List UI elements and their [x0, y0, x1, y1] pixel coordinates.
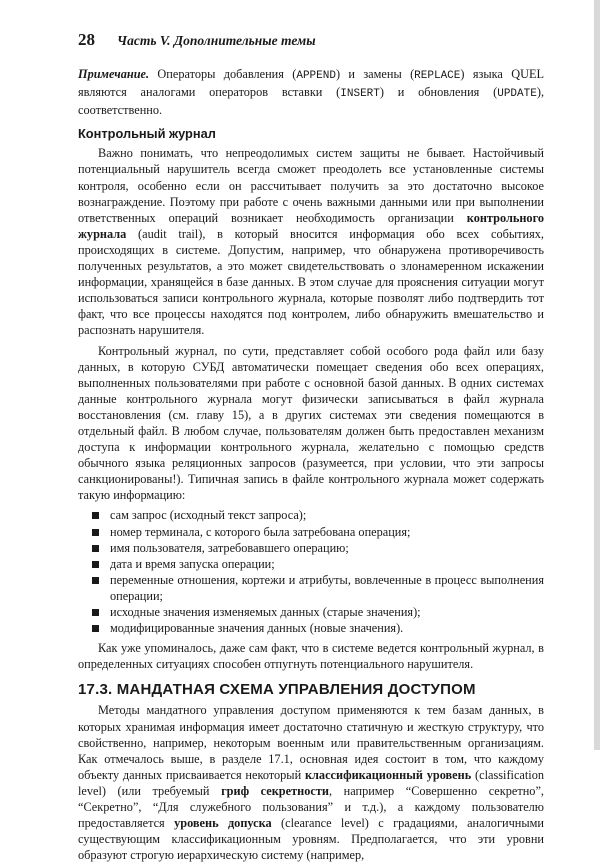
audit-paragraph-1: Важно понимать, что непреодолимых систем защиты не бывает. Настойчивый потенциальный нарушитель всегда сможет преодолеть все установленные системы контроля, особенно если он рассчитывает получить за это достаточно высокое вознаграждение. Поэтому при работе с очень важными данными или при выполнении ответственных операций возникает необходимость организации контрольного журнала (audit trail), в который вносится информация обо всех событиях, происходящих в системе. Допустим, например, что обнаружена противоречивость полученных результатов, а это может свидетельствовать о злонамеренном искажении информации, хранящейся в базе данных. В этом случае для прояснения ситуации могут использоваться записи контрольного журнала, которые позволят либо подтвердить тот факт, что все процессы находятся под контролем, либо обнаружить вмешательство и распознать нарушителя.: [78, 146, 544, 338]
square-bullet-icon: [92, 545, 99, 552]
replace-keyword: REPLACE: [414, 70, 461, 82]
square-bullet-icon: [92, 625, 99, 632]
section-heading-mandatory-access: 17.3. МАНДАТНАЯ СХЕМА УПРАВЛЕНИЯ ДОСТУПОМ: [78, 681, 476, 699]
page-edge: [594, 0, 600, 750]
list-item: сам запрос (исходный текст запроса);: [78, 507, 544, 523]
clearance-level-term: уровень допуска: [174, 816, 272, 831]
page-header: [78, 30, 548, 54]
list-item: дата и время запуска операции;: [78, 556, 544, 572]
square-bullet-icon: [92, 512, 99, 519]
page-body: [78, 66, 544, 867]
list-item: переменные отношения, кортежи и атрибуты, вовлеченные в процесс выполнения операции;: [78, 572, 544, 604]
note-paragraph: Примечание. Операторы добавления (APPEND) и замены (REPLACE) языка QUEL являются аналогами операторов вставки (INSERT) и обновления (UPDATE), соответственно.: [78, 67, 545, 118]
audit-trail-term: контрольного журнала: [78, 210, 544, 241]
square-bullet-icon: [92, 577, 99, 584]
audit-paragraph-3: Как уже упоминалось, даже сам факт, что в системе ведется контрольный журнал, в определенных ситуациях способен отпугнуть потенциального нарушителя.: [78, 641, 544, 672]
note-label: Примечание.: [78, 67, 150, 81]
update-keyword: UPDATE: [497, 88, 537, 101]
square-bullet-icon: [92, 529, 99, 536]
audit-record-list: [78, 507, 544, 636]
square-bullet-icon: [92, 609, 99, 616]
secrecy-stamp-term: гриф секретности: [221, 783, 329, 798]
append-keyword: APPEND: [296, 70, 336, 82]
running-head: Часть V. Дополнительные темы: [117, 33, 316, 48]
classification-level-term: классификационный уровень: [304, 767, 472, 782]
list-item: исходные значения изменяемых данных (старые значения);: [78, 604, 544, 620]
audit-paragraph-2: Контрольный журнал, по сути, представляет собой особого рода файл или базу данных, в которую СУБД автоматически помещает сведения обо всех операциях, выполненных пользователями при работе с основной базой данных. В одних системах данные контрольного журнала могут физически записываться в файл журнала восстановления (см. главу 15), а в других системах эти сведения помещаются в отдельный файл. В любом случае, пользователям должен быть предоставлен механизм доступа к информации контрольного журнала, желательно с помощью средств обычного языка реляционных запросов (разумеется, при условии, что эти запросы санкционированы!). Типичная запись в файле контрольного журнала может содержать такую информацию:: [78, 343, 544, 503]
insert-keyword: INSERT: [340, 88, 380, 101]
mandatory-paragraph-1: Методы мандатного управления доступом применяются к тем базам данных, в которых хранимая информация имеет достаточно статичную и жесткую структуру, что свойственно, например, некоторым военным или правительственным организациям. Как отмечалось выше, в разделе 17.1, основная идея состоит в том, что каждому объекту данных присваивается некоторый классификационный уровень (classification level) (или требуемый гриф секретности, например “Совершенно секретно”, “Секретно”, “Для служебного пользования” и т.д.), а каждому пользователю предоставляется уровень допуска (clearance level) с градациями, аналогичными существующим классификационным уровням. Предполагается, что эти уровни образуют строгую иерархическую систему (например,: [78, 703, 545, 863]
list-item: номер терминала, с которого была затребована операция;: [78, 524, 544, 540]
square-bullet-icon: [92, 561, 99, 568]
audit-trail-heading: Контрольный журнал: [78, 126, 216, 142]
list-item: модифицированные значения данных (новые значения).: [78, 620, 544, 636]
page-number: 28: [78, 30, 95, 49]
list-item: имя пользователя, затребовавшего операцию;: [78, 540, 544, 556]
